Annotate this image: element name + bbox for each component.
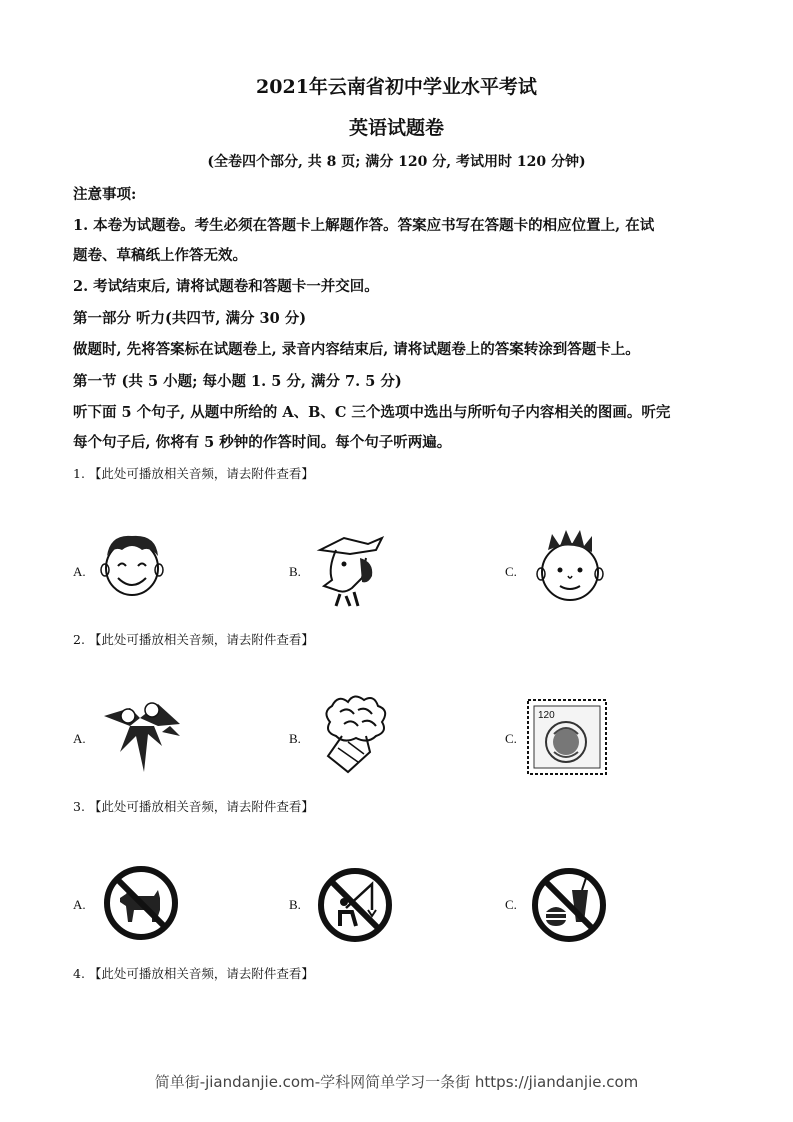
flower-bouquet-icon	[318, 692, 394, 774]
audio-placeholder[interactable]: 【此处可播放相关音频，请去附件查看】	[88, 466, 314, 481]
man-with-hat-icon	[310, 528, 388, 608]
exam-subtitle: 英语试题卷	[348, 117, 444, 139]
option-a: A.	[73, 897, 86, 912]
no-food-drink-sign-icon	[530, 866, 608, 944]
stamp-icon	[526, 698, 608, 776]
question-number: 2.	[73, 632, 85, 647]
no-pets-sign-icon	[102, 864, 180, 942]
no-fishing-sign-icon	[316, 866, 394, 944]
option-a: A.	[73, 564, 86, 579]
notice-item-1-line-2: 题卷、草稿纸上作答无效。	[73, 247, 247, 264]
section1-line-1: 听下面 5 个句子, 从题中所给的 A、B、C 三个选项中选出与所听句子内容相关的图画。听完	[73, 404, 671, 421]
audio-placeholder[interactable]: 【此处可播放相关音频，请去附件查看】	[88, 966, 314, 981]
smiling-boy-face-icon	[98, 528, 166, 600]
section1-heading: 第一节 (共 5 小题; 每小题 1. 5 分, 满分 7. 5 分)	[73, 373, 402, 390]
option-b: B.	[289, 897, 301, 912]
option-b: B.	[289, 731, 301, 746]
option-c: C.	[505, 564, 517, 579]
question-4	[73, 964, 314, 982]
page-footer-watermark: 简单街-jiandanjie.com-学科网简单学习一条街 https://jiandanjie.com	[154, 1073, 639, 1091]
notice-heading: 注意事项:	[73, 186, 137, 203]
question-number: 4.	[73, 966, 85, 981]
question-1	[73, 464, 314, 482]
audio-placeholder[interactable]: 【此处可播放相关音频，请去附件查看】	[88, 799, 314, 814]
question-number: 1.	[73, 466, 85, 481]
question-3	[73, 797, 314, 815]
option-b: B.	[289, 564, 301, 579]
notice-item-2: 2. 考试结束后, 请将试题卷和答题卡一并交回。	[73, 278, 379, 295]
option-c: C.	[505, 731, 517, 746]
option-c: C.	[505, 897, 517, 912]
part1-instruction: 做题时, 先将答案标在试题卷上, 录音内容结束后, 请将试题卷上的答案转涂到答题卡上。	[73, 341, 640, 358]
question-number: 3.	[73, 799, 85, 814]
option-a: A.	[73, 731, 86, 746]
notice-item-1-line-1: 1. 本卷为试题卷。考生必须在答题卡上解题作答。答案应书写在答题卡的相应位置上, 在试	[73, 217, 655, 234]
stamp-value: 120	[538, 710, 555, 721]
spiky-hair-boy-face-icon	[530, 526, 610, 606]
swallows-icon	[100, 696, 184, 776]
question-2	[73, 630, 314, 648]
section1-line-2: 每个句子后, 你将有 5 秒钟的作答时间。每个句子听两遍。	[73, 434, 452, 451]
exam-info: (全卷四个部分, 共 8 页; 满分 120 分, 考试用时 120 分钟)	[207, 154, 586, 170]
part1-heading: 第一部分 听力(共四节, 满分 30 分)	[73, 310, 307, 327]
exam-title: 2021年云南省初中学业水平考试	[256, 76, 537, 98]
audio-placeholder[interactable]: 【此处可播放相关音频，请去附件查看】	[88, 632, 314, 647]
